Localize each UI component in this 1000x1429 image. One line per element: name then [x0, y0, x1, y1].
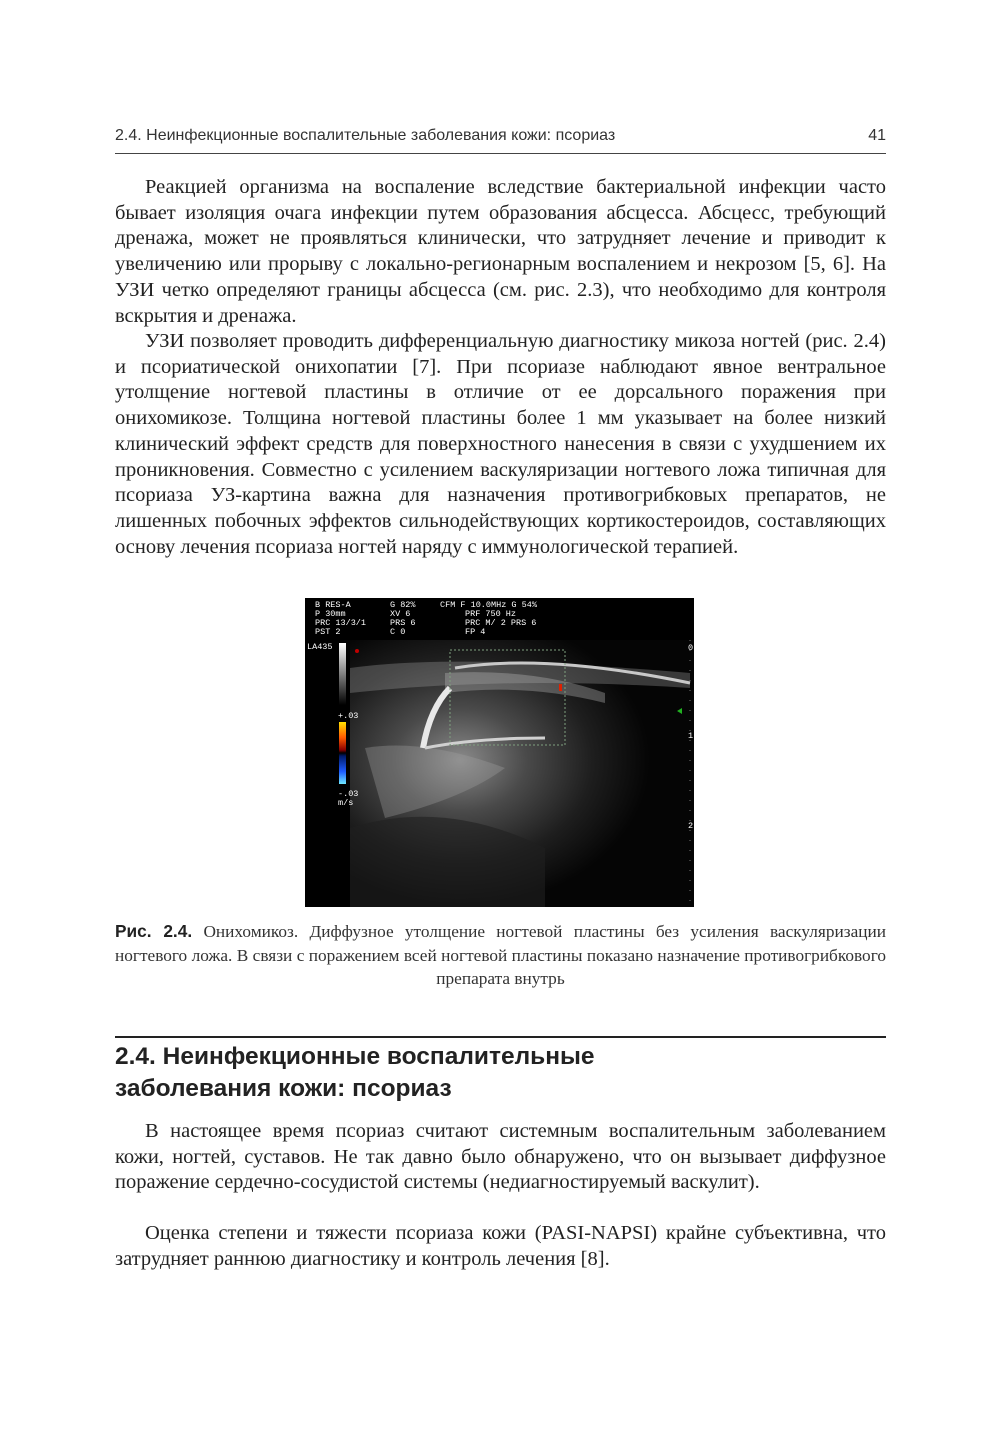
overlay-xv: XV 6: [390, 609, 411, 619]
figure-caption-text: Онихомикоз. Диффузное утолщение ногтевой пластины без усиления васкуляризации ногтевого ложа. В связи с поражением всей ногтевой пластины показано назначение противогрибкового препарата внутрь: [115, 922, 886, 988]
color-scale-unit: m/s: [338, 798, 354, 808]
running-header: [115, 123, 886, 154]
overlay-prc: PRC 13/3/1: [315, 618, 367, 628]
color-scale-bottom: -.03: [338, 789, 359, 799]
figure-caption-label: Рис. 2.4.: [115, 921, 193, 941]
overlay-prf: PRF 750 Hz: [465, 609, 517, 619]
section-heading: [115, 1041, 886, 1105]
running-title: 2.4. Неинфекционные воспалительные заболевания кожи: псориаз: [115, 127, 616, 144]
overlay-prs: PRS 6: [390, 618, 416, 628]
overlay-gain: G 82%: [390, 600, 416, 610]
figure-caption: [115, 920, 886, 991]
paragraph-abscess: Реакцией организма на воспаление вследствие бактериальной инфекции часто бывает изоляция очага инфекции путем образования абсцесса. Абсцесс, требующий дренажа, может не проявляться клинически, что затрудняет лечение и приводит к увеличению или прорыву с локально-регионарным воспалением и некрозом [5, 6]. На УЗИ четко определяют границы абсцесса (см. рис. 2.3), что необходимо для контроля вскрытия и дренажа.: [115, 176, 886, 327]
overlay-pst: PST 2: [315, 627, 341, 637]
overlay-fp: FP 4: [465, 627, 486, 637]
ultrasound-image: [305, 598, 694, 907]
depth-mark-0: 0: [688, 643, 694, 653]
ultrasound-figure: [305, 598, 694, 907]
overlay-cfm: CFM F 10.0MHz G 54%: [440, 600, 537, 610]
overlay-mode: B RES-A: [315, 600, 351, 610]
overlay-prc-m: PRC M/ 2 PRS 6: [465, 618, 537, 628]
page-number: 41: [868, 127, 886, 144]
paragraph-psoriasis-assessment: Оценка степени и тяжести псориаза кожи (PASI-NAPSI) крайне субъективна, что затрудняет раннюю диагностику и контроль лечения [8].: [115, 1222, 886, 1270]
overlay-c: C 0: [390, 627, 406, 637]
section-heading-line1: 2.4. Неинфекционные воспалительные: [115, 1043, 595, 1070]
color-scale-top: +.03: [338, 711, 359, 721]
overlay-depth: P 30mm: [315, 609, 346, 619]
depth-mark-1: 1: [688, 731, 694, 741]
paragraph-onychomycosis: УЗИ позволяет проводить дифференциальную диагностику микоза ногтей (рис. 2.4) и псориатической онихопатии [7]. При псориазе наблюдают явное вентральное утолщение ногтевой пластины в отличие от ее дорсального поражения при онихомикозе. Толщина ногтевой пластины более 1 мм указывает на более низкий клинический эффект средств для поверхностного нанесения в связи с ухудшением их проникновения. Совместно с усилением васкуляризации ногтевого ложа типичная для псориаза УЗ-картина важна для назначения противогрибковых препаратов, не лишенных побочных эффектов сильнодействующих кортикостероидов, составляющих основу лечения псориаза ногтей наряду с иммунологической терапией.: [115, 330, 886, 558]
section-rule: [115, 1036, 886, 1038]
depth-mark-2: 2: [688, 821, 694, 831]
paragraph-psoriasis-systemic: В настоящее время псориаз считают системным воспалительным заболеванием кожи, ногтей, суставов. Не так давно было обнаружено, что он вызывает диффузное поражение сердечно-сосудистой системы (недиагностируемый васкулит).: [115, 1120, 886, 1194]
section-heading-line2: заболевания кожи: псориаз: [115, 1075, 452, 1102]
overlay-probe: LA435: [307, 642, 333, 652]
